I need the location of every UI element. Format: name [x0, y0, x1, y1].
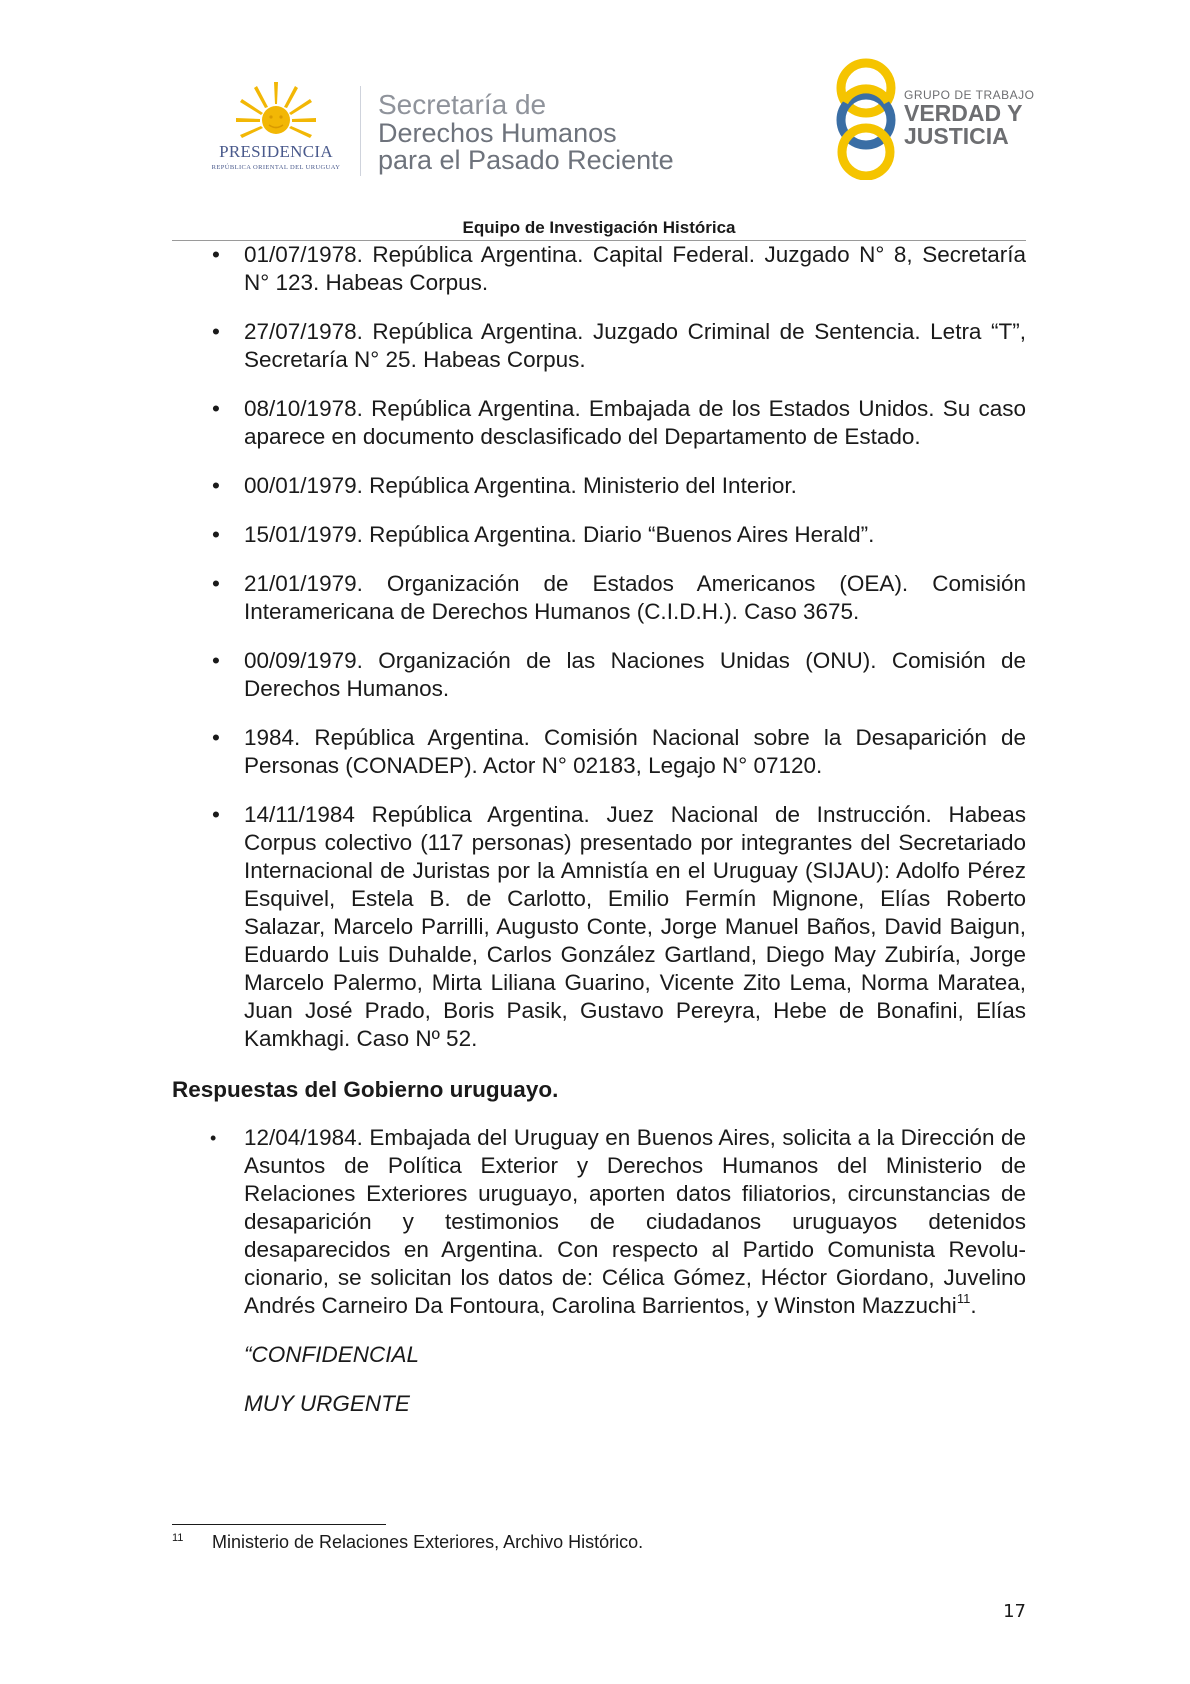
secretaria-logo-text [378, 90, 674, 174]
bullet-icon: • [212, 522, 220, 547]
verdad-justicia-text [904, 88, 1034, 148]
footnote-divider [172, 1524, 386, 1525]
list-item-trailing: . [970, 1293, 977, 1318]
gtvj-verdad-label: VERDAD Y [904, 100, 1023, 126]
interlocking-rings-icon [826, 58, 906, 180]
quote-line: MUY URGENTE [244, 1391, 410, 1416]
bullet-icon: • [212, 473, 220, 498]
sun-emblem-icon [236, 80, 316, 146]
logo-divider [360, 86, 361, 176]
verdad-justicia-logo [826, 58, 1035, 180]
list-item-text: 27/07/1978. República Argentina. Juzgado Criminal de Sentencia. Letra “T”, Secretaría N° 25. Habeas Corpus. [244, 319, 1026, 372]
list-item-text: 12/04/1984. Embajada del Uruguay en Buenos Aires, solicita a la Dirección de Asuntos de Política Exterior y Derechos Humanos del Ministerio de Relaciones Exteriores uruguayo, aporten datos filiatorios, circunstancias de desaparición y testimonios de ciudadanos uruguayos detenidos desaparecidos en Argentina. Con respecto al Partido Comunista Revolucionario, se solicitan los datos de: Célica Gómez, Héctor Giordano, Juvelino Andrés Carneiro Da Fontoura, Carolina Barrientos, y Winston Mazzuchi [244, 1125, 1026, 1318]
list-item-text: 00/01/1979. República Argentina. Ministerio del Interior. [244, 473, 797, 498]
bullet-icon: • [212, 396, 220, 421]
list-item-text: 01/07/1978. República Argentina. Capital Federal. Juzgado N° 8, Secretaría N° 123. Habeas Corpus. [244, 242, 1026, 295]
secretaria-line: Derechos Humanos [378, 118, 617, 148]
bullet-icon: • [210, 1128, 217, 1148]
list-item-text: 14/11/1984 República Argentina. Juez Nacional de Instrucción. Habeas Corpus colectivo (117 personas) presentado por integrantes del Secretariado Internacional de Juristas por la Amnistía en el Uruguay (SIJAU): Adolfo Pérez Esquivel, Estela B. de Carlotto, Emilio Fermín Mignone, Elías Roberto Salazar, Marcelo Parrilli, Augusto Conte, Jorge Manuel Baños, David Baigun, Eduardo Luis Duhalde, Carlos González Gartland, Diego May Zubiría, Jorge Marcelo Palermo, Mirta Liliana Guarino, Vicente Zito Lema, Norma Maratea, Juan José Prado, Boris Pasik, Gustavo Pereyra, Hebe de Bonafini, Elías Kamkhagi. Caso Nº 52. [244, 802, 1026, 1051]
list-item [172, 724, 1026, 780]
event-list [172, 241, 1026, 1053]
footnote-number: 11 [172, 1532, 184, 1544]
list-item [172, 472, 1026, 500]
team-title: Equipo de Investigación Histórica [462, 218, 736, 237]
presidencia-logo [196, 80, 356, 176]
section-heading: Respuestas del Gobierno uruguayo. [172, 1077, 559, 1102]
bullet-icon: • [212, 319, 220, 344]
presidencia-name: PRESIDENCIA [219, 142, 333, 161]
presidencia-subtitle: REPÚBLICA ORIENTAL DEL URUGUAY [211, 164, 341, 171]
quote-line: “CONFIDENCIAL [244, 1342, 420, 1367]
response-list [172, 1124, 1026, 1320]
list-item-text: 1984. República Argentina. Comisión Nacional sobre la Desaparición de Personas (CONADEP). Actor N° 02183, Legajo N° 07120. [244, 725, 1026, 778]
list-item [172, 241, 1026, 297]
list-item-text: 00/09/1979. Organización de las Naciones Unidas (ONU). Comisión de Derechos Humanos. [244, 648, 1026, 701]
footnote-text: Ministerio de Relaciones Exteriores, Archivo Histórico. [212, 1532, 644, 1552]
bullet-icon: • [212, 242, 220, 267]
list-item [172, 801, 1026, 1053]
list-item [172, 570, 1026, 626]
list-item-text: 08/10/1978. República Argentina. Embajada de los Estados Unidos. Su caso aparece en documento desclasificado del Departamento de Estado. [244, 396, 1026, 449]
list-item [172, 521, 1026, 549]
list-item [172, 1124, 1026, 1320]
list-item [172, 647, 1026, 703]
list-item [172, 318, 1026, 374]
secretaria-line: Secretaría de [378, 89, 547, 120]
gtvj-justicia-label: JUSTICIA [904, 123, 1009, 149]
secretaria-line: para el Pasado Reciente [378, 145, 674, 175]
document-body [172, 241, 1026, 1439]
bullet-icon: • [212, 802, 220, 827]
footnote-reference[interactable]: 11 [956, 1290, 971, 1306]
bullet-icon: • [212, 571, 220, 596]
bullet-icon: • [212, 648, 220, 673]
gtvj-small-label: GRUPO DE TRABAJO [904, 88, 1035, 102]
list-item-text: 15/01/1979. República Argentina. Diario “Buenos Aires Herald”. [244, 522, 875, 547]
list-item [172, 395, 1026, 451]
page-number: 17 [1003, 1601, 1026, 1622]
list-item-text: 21/01/1979. Organización de Estados Americanos (OEA). Comisión Interamericana de Derechos Humanos (C.I.D.H.). Caso 3675. [244, 571, 1026, 624]
bullet-icon: • [212, 725, 220, 750]
